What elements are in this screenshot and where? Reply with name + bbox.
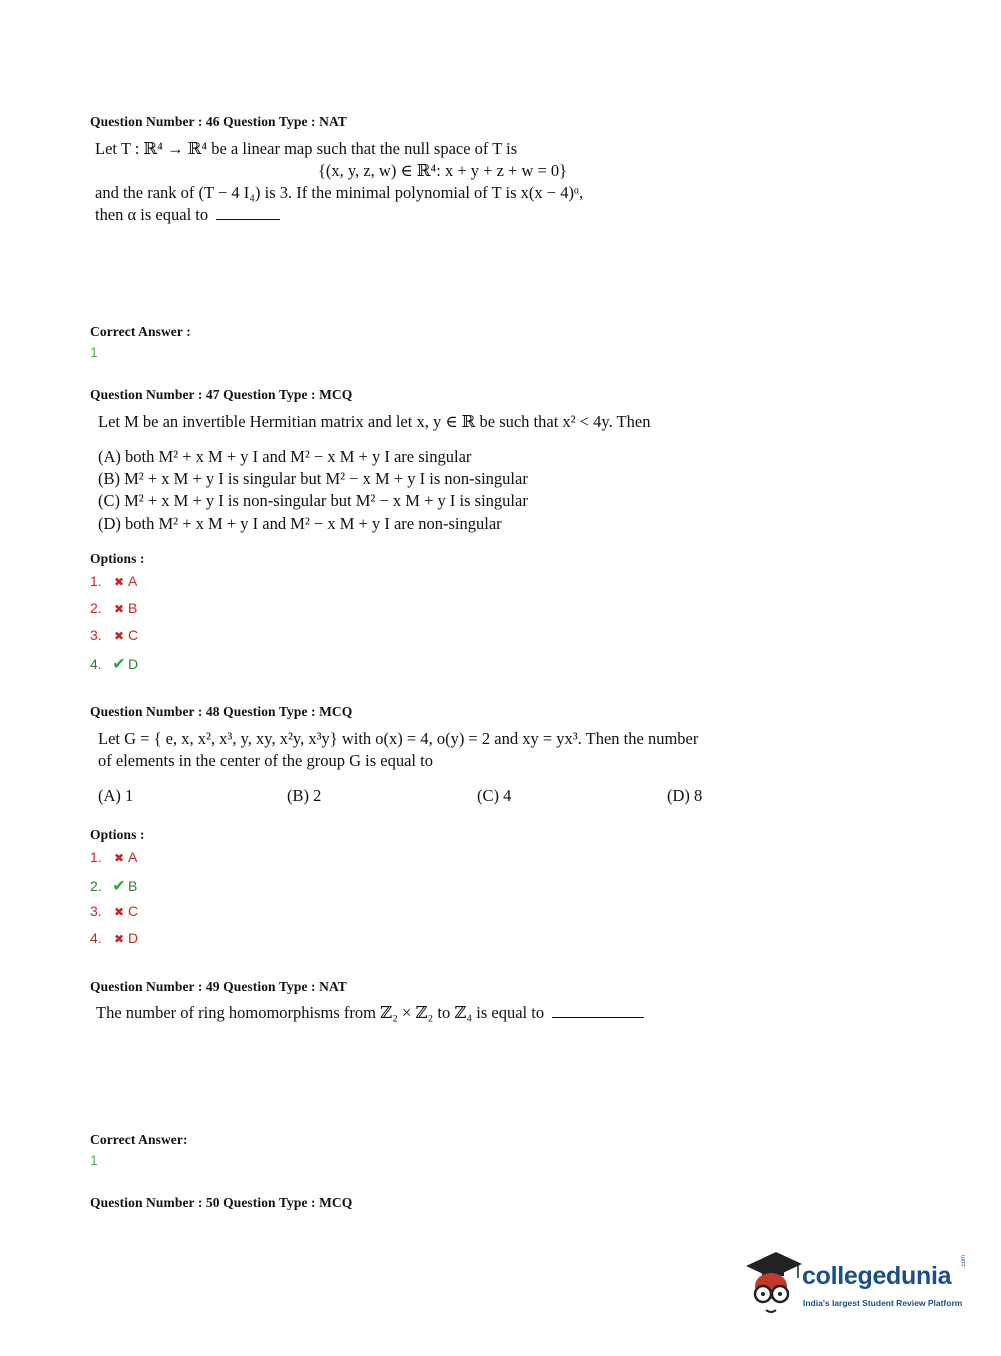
q46-line1: Let T : ℝ⁴ → ℝ⁴ be a linear map such that the null space of T is xyxy=(95,139,518,158)
q47-option-1 xyxy=(90,573,137,589)
option-letter: C xyxy=(128,627,139,643)
option-number: 3. xyxy=(90,903,102,919)
q47-choice-c: (C) M² + x M + y I is non-singular but M² − x M + y I is singular xyxy=(98,491,528,510)
q47-header: Question Number : 47 Question Type : MCQ xyxy=(90,387,353,402)
option-number: 2. xyxy=(90,600,102,616)
check-icon: ✔ xyxy=(112,656,126,673)
q47-choice-a: (A) both M² + x M + y I and M² − x M + y I are singular xyxy=(98,447,472,466)
brand-logo xyxy=(742,1248,972,1318)
option-letter: B xyxy=(128,878,138,894)
q47-choice-d: (D) both M² + x M + y I and M² − x M + y I are non-singular xyxy=(98,514,502,533)
q48-options-label: Options : xyxy=(90,827,145,842)
q47-choice-b: (B) M² + x M + y I is singular but M² − x M + y I is non-singular xyxy=(98,469,528,488)
option-letter: D xyxy=(128,930,139,946)
q48-option-1 xyxy=(90,849,137,865)
q49-stem xyxy=(96,1003,644,1023)
q50-header: Question Number : 50 Question Type : MCQ xyxy=(90,1195,353,1210)
q46-line2: {(x, y, z, w) ∈ ℝ⁴: x + y + z + w = 0} xyxy=(318,161,568,180)
option-letter: B xyxy=(128,600,138,616)
mascot-icon xyxy=(742,1248,804,1318)
answer-blank xyxy=(216,218,280,220)
answer-blank xyxy=(552,1016,644,1018)
option-number: 4. xyxy=(90,656,102,672)
brand-suffix: .com xyxy=(961,1254,967,1268)
option-number: 1. xyxy=(90,573,102,589)
option-number: 4. xyxy=(90,930,102,946)
brand-name: collegedunia xyxy=(802,1262,952,1290)
q48-choice-d: (D) 8 xyxy=(667,786,703,805)
q46-answer-label: Correct Answer : xyxy=(90,324,191,339)
cross-icon: ✖ xyxy=(113,851,125,865)
cross-icon: ✖ xyxy=(113,575,125,589)
q46-header: Question Number : 46 Question Type : NAT xyxy=(90,114,347,129)
q48-choice-c: (C) 4 xyxy=(477,786,512,805)
q46-line4-text: then α is equal to xyxy=(95,205,209,224)
cross-icon: ✖ xyxy=(113,905,125,919)
q48-header: Question Number : 48 Question Type : MCQ xyxy=(90,704,353,719)
q47-options-label: Options : xyxy=(90,551,145,566)
q47-option-4 xyxy=(90,654,138,674)
cross-icon: ✖ xyxy=(113,932,125,946)
q48-option-3 xyxy=(90,903,138,919)
option-letter: A xyxy=(128,573,138,589)
option-number: 3. xyxy=(90,627,102,643)
q49-stem-text: The number of ring homomorphisms from ℤ₂ × ℤ₂ to ℤ₄ is equal to xyxy=(96,1003,545,1022)
brand-tagline: India's largest Student Review Platform xyxy=(803,1298,963,1308)
q46-line4 xyxy=(95,205,280,225)
q48-option-4 xyxy=(90,930,138,946)
q48-choice-a: (A) 1 xyxy=(98,786,134,805)
q46-answer-value: 1 xyxy=(90,344,98,360)
option-number: 1. xyxy=(90,849,102,865)
q49-header: Question Number : 49 Question Type : NAT xyxy=(90,979,347,994)
option-letter: A xyxy=(128,849,138,865)
cross-icon: ✖ xyxy=(113,629,125,643)
q48-option-2 xyxy=(90,876,137,896)
option-letter: D xyxy=(128,656,139,672)
q46-line3: and the rank of (T − 4 I₄) is 3. If the minimal polynomial of T is x(x − 4)ᵅ, xyxy=(95,183,584,202)
option-letter: C xyxy=(128,903,139,919)
option-number: 2. xyxy=(90,878,102,894)
q48-line2: of elements in the center of the group G is equal to xyxy=(98,751,433,770)
q48-line1: Let G = { e, x, x², x³, y, xy, x²y, x³y} with o(x) = 4, o(y) = 2 and xy = yx³. Then the number xyxy=(98,729,699,748)
check-icon: ✔ xyxy=(112,878,126,895)
q48-choice-b: (B) 2 xyxy=(287,786,322,805)
q49-answer-value: 1 xyxy=(90,1152,98,1168)
q47-stem: Let M be an invertible Hermitian matrix and let x, y ∈ ℝ be such that x² < 4y. Then xyxy=(98,412,651,431)
q49-answer-label: Correct Answer: xyxy=(90,1132,188,1147)
cross-icon: ✖ xyxy=(113,602,125,616)
q47-option-3 xyxy=(90,627,138,643)
q47-option-2 xyxy=(90,600,137,616)
